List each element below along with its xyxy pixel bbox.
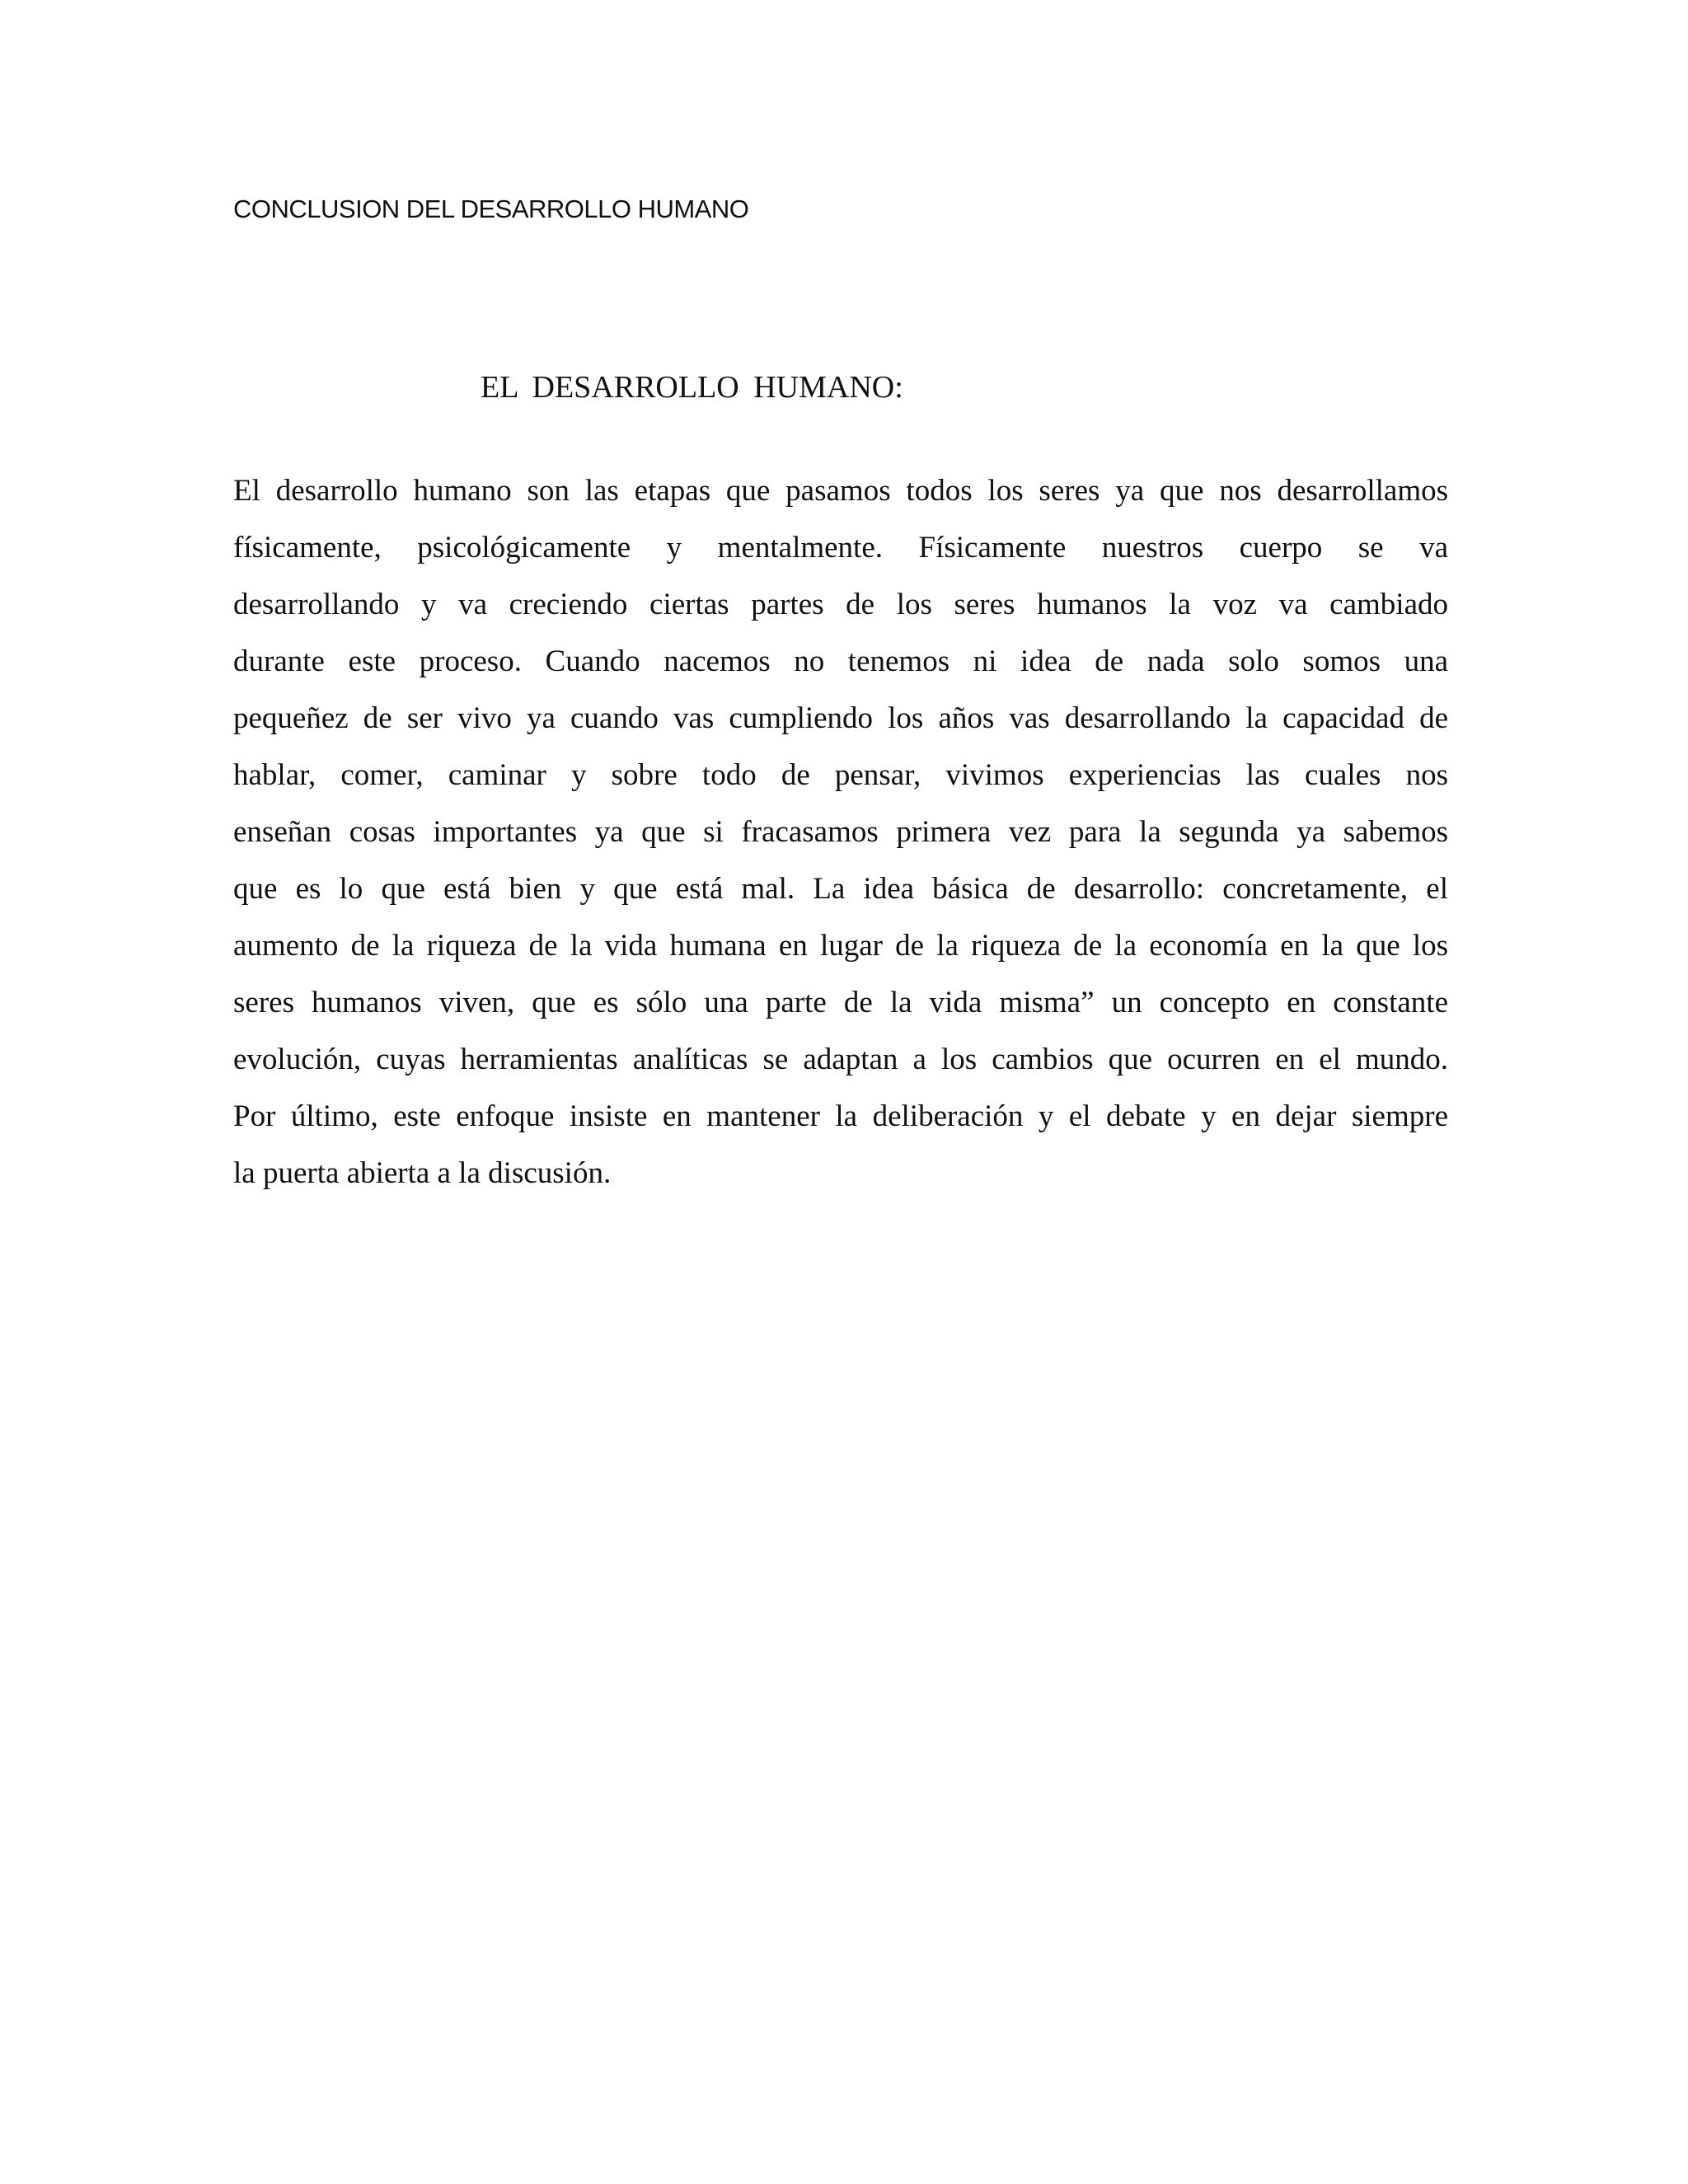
paragraph-line: Por último, este enfoque insiste en mantener la deliberación y el debate y en dejar siempre xyxy=(233,1099,1448,1133)
paragraph-line: que es lo que está bien y que está mal. La idea básica de desarrollo: concretamente, el xyxy=(233,872,1448,906)
paragraph-line: El desarrollo humano son las etapas que pasamos todos los seres ya que nos desarrollamos xyxy=(233,474,1448,508)
paragraph-line: hablar, comer, caminar y sobre todo de pensar, vivimos experiencias las cuales nos xyxy=(233,758,1448,792)
paragraph-line: durante este proceso. Cuando nacemos no tenemos ni idea de nada solo somos una xyxy=(233,644,1448,678)
paragraph-line: evolución, cuyas herramientas analíticas se adaptan a los cambios que ocurren en el mundo. xyxy=(233,1043,1448,1076)
paragraph-line: enseñan cosas importantes ya que si fracasamos primera vez para la segunda ya sabemos xyxy=(233,815,1448,849)
paragraph-line: seres humanos viven, que es sólo una parte de la vida misma” un concepto en constante xyxy=(233,986,1448,1019)
body-paragraph xyxy=(233,462,1448,1202)
paragraph-line: aumento de la riqueza de la vida humana en lugar de la riqueza de la economía en la que los xyxy=(233,929,1448,963)
paragraph-line: desarrollando y va creciendo ciertas partes de los seres humanos la voz va cambiado xyxy=(233,588,1448,621)
document-header: CONCLUSION DEL DESARROLLO HUMANO xyxy=(233,194,749,223)
paragraph-line: la puerta abierta a la discusión. xyxy=(233,1156,612,1190)
paragraph-line: pequeñez de ser vivo ya cuando vas cumpliendo los años vas desarrollando la capacidad de xyxy=(233,701,1448,735)
paragraph-line: físicamente, psicológicamente y mentalmente. Físicamente nuestros cuerpo se va xyxy=(233,531,1448,565)
document-title: EL DESARROLLO HUMANO: xyxy=(481,370,903,405)
